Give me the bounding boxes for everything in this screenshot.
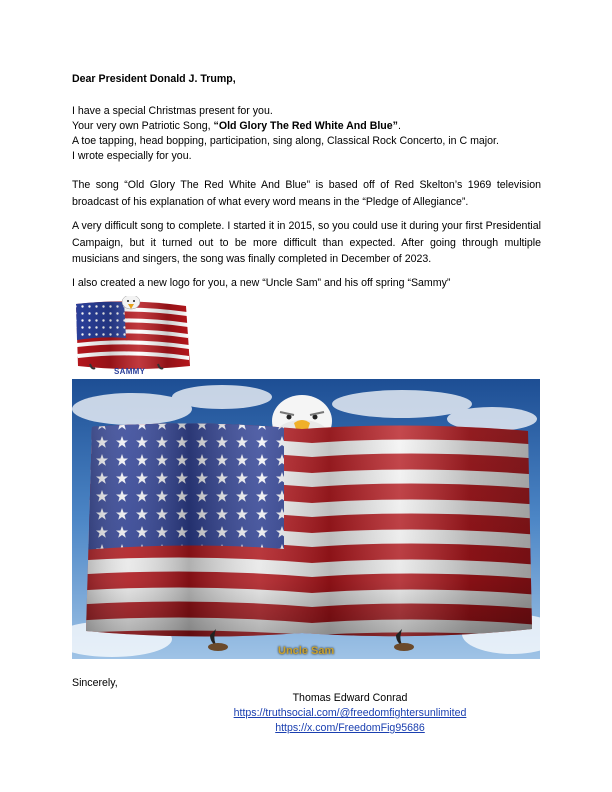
uncle-sam-logo-image	[72, 379, 540, 659]
truthsocial-link[interactable]: https://truthsocial.com/@freedomfightersunlimited	[233, 707, 467, 719]
signature-name: Thomas Edward Conrad	[292, 692, 408, 704]
sammy-label: SAMMY	[114, 367, 146, 376]
paragraph-history: A very difficult song to complete. I started it in 2015, so you could use it during your first Presidential Campaign, but it turned out to be more difficult than expected. After going through multiple musicians and singers, the song was finally completed in December of 2023.	[72, 220, 541, 265]
uncle-sam-label: Uncle Sam	[278, 645, 335, 657]
paragraph-song-origin: The song “Old Glory The Red White And Blue” is based off of Red Skelton’s 1969 television broadcast of his explanation of what every word means in the “Pledge of Allegiance”.	[72, 179, 541, 208]
intro-line-2	[72, 119, 401, 134]
song-title: “Old Glory The Red White And Blue”	[213, 120, 398, 132]
intro-line-2-suffix: .	[397, 120, 401, 132]
intro-line-4: I wrote especially for you.	[72, 150, 192, 162]
intro-line-3: A toe tapping, head bopping, participation, sing along, Classical Rock Concerto, in C major.	[72, 135, 499, 147]
intro-line-1: I have a special Christmas present for you.	[72, 105, 273, 117]
x-profile-link[interactable]: https://x.com/FreedomFig95686	[275, 722, 425, 734]
intro-line-2-prefix: Your very own Patriotic Song,	[72, 120, 214, 132]
salutation: Dear President Donald J. Trump,	[72, 73, 236, 85]
paragraph-logo: I also created a new logo for you, a new “Uncle Sam” and his off spring “Sammy”	[72, 277, 451, 289]
sammy-logo-image	[72, 296, 194, 380]
closing: Sincerely,	[72, 677, 118, 689]
